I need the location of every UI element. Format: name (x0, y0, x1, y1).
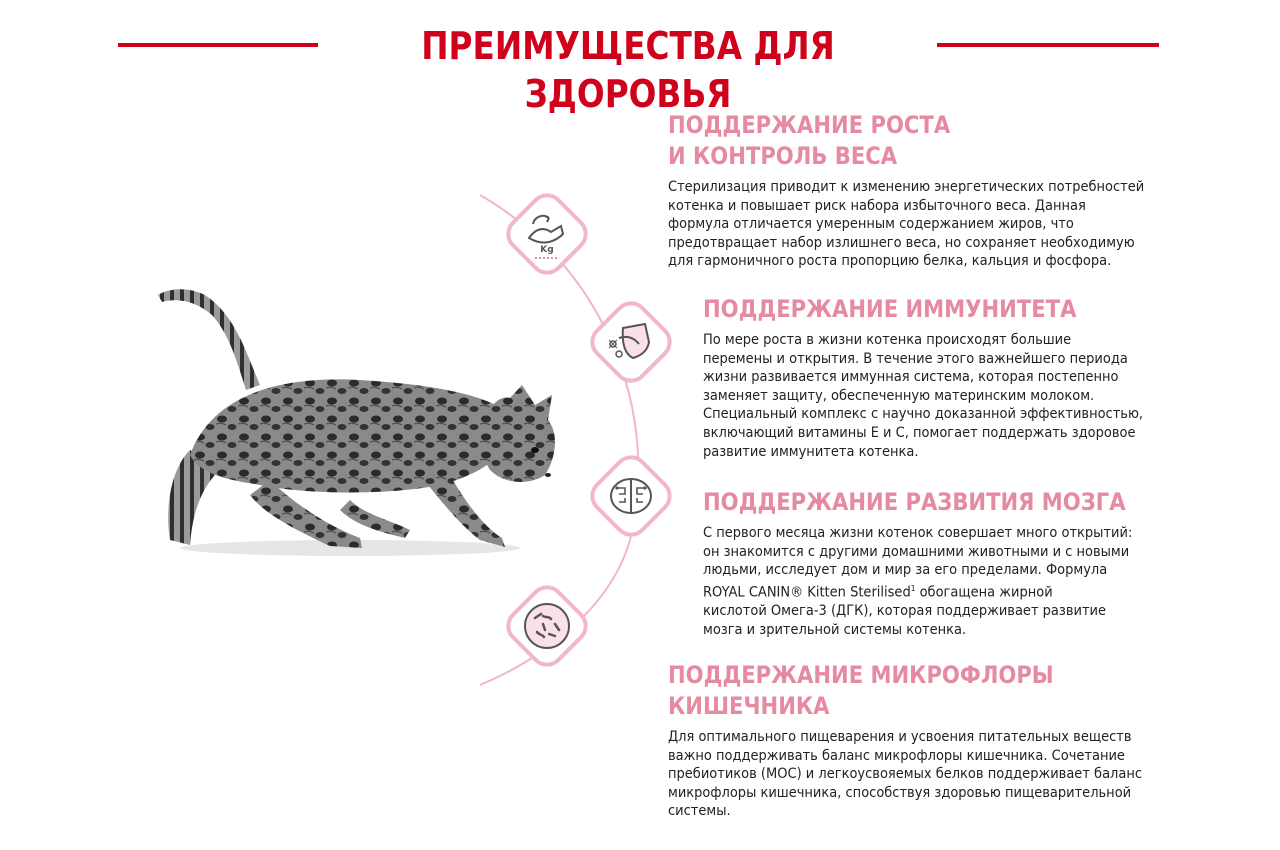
section-brain-text-b: обогащена жирной кислотой Омега-3 (ДГК), которая поддерживает развитие мозга и зрительной системы котенка. (703, 584, 1107, 638)
section-brain-text (703, 524, 1168, 639)
section-immunity (703, 294, 1203, 461)
section-microflora (668, 660, 1188, 821)
brain-icon (583, 448, 679, 544)
section-growth-title-line1: ПОДДЕРЖАНИЕ РОСТА (668, 111, 951, 139)
microflora-icon (499, 578, 595, 674)
section-microflora-text: Для оптимального пищеварения и усвоения питательных веществ важно поддерживать баланс микрофлоры кишечника. Сочетание пребиотиков (МОС) и легкоусвояемых белков поддерживает баланс микрофлоры кишечника, способствуя здоровью пищеварительной системы. (668, 729, 1143, 820)
shield-immunity-icon (583, 294, 679, 390)
brain-badge (583, 448, 679, 544)
section-growth-text: Стерилизация приводит к изменению энергетических потребностей котенка и повышает риск набора избыточного веса. Данная формула отличается умеренным содержанием жиров, что предотвращает набор излишнего веса, но сохраняет необходимую для гармоничного роста пропорцию белка, кальция и фосфора. (668, 179, 1145, 270)
section-immunity-title: ПОДДЕРЖАНИЕ ИММУНИТЕТА (703, 295, 1077, 323)
page-title: ПРЕИМУЩЕСТВА ДЛЯ ЗДОРОВЬЯ (421, 24, 835, 116)
section-growth (668, 110, 1188, 271)
footnote-marker: 1 (910, 583, 916, 593)
section-growth-title-line2: И КОНТРОЛЬ ВЕСА (668, 142, 898, 170)
immunity-badge (583, 294, 679, 390)
section-brain (703, 487, 1203, 639)
section-brain-title: ПОДДЕРЖАНИЕ РАЗВИТИЯ МОЗГА (703, 488, 1126, 516)
kitten-illustration (150, 270, 570, 570)
section-microflora-title-line2: КИШЕЧНИКА (668, 692, 830, 720)
title-rule-right (937, 43, 1159, 47)
microflora-badge (499, 578, 595, 674)
section-microflora-title-line1: ПОДДЕРЖАНИЕ МИКРОФЛОРЫ (668, 661, 1054, 689)
section-growth-title (668, 110, 1126, 172)
section-microflora-title (668, 660, 1126, 722)
growth-badge (499, 186, 595, 282)
weight-label: Kg (540, 245, 554, 255)
title-rule-left (118, 43, 318, 47)
kitten-weight-icon (499, 186, 595, 282)
section-brain-text-a: С первого месяца жизни котенок совершает много открытий: он знакомится с другими домашними животными и с новыми людьми, исследует дом и мир за его пределами. Формула ROYAL CANIN® Kitten Sterilised (703, 525, 1133, 601)
section-immunity-text: По мере роста в жизни котенка происходят большие перемены и открытия. В течение этого важнейшего периода жизни развивается иммунная система, которая постепенно заменяет защиту, обеспеченную материнским молоком. Специальный комплекс с научно доказанной эффективностью, включающий витамины E и C, помогает поддержать здоровое развитие иммунитета котенка. (703, 332, 1144, 460)
